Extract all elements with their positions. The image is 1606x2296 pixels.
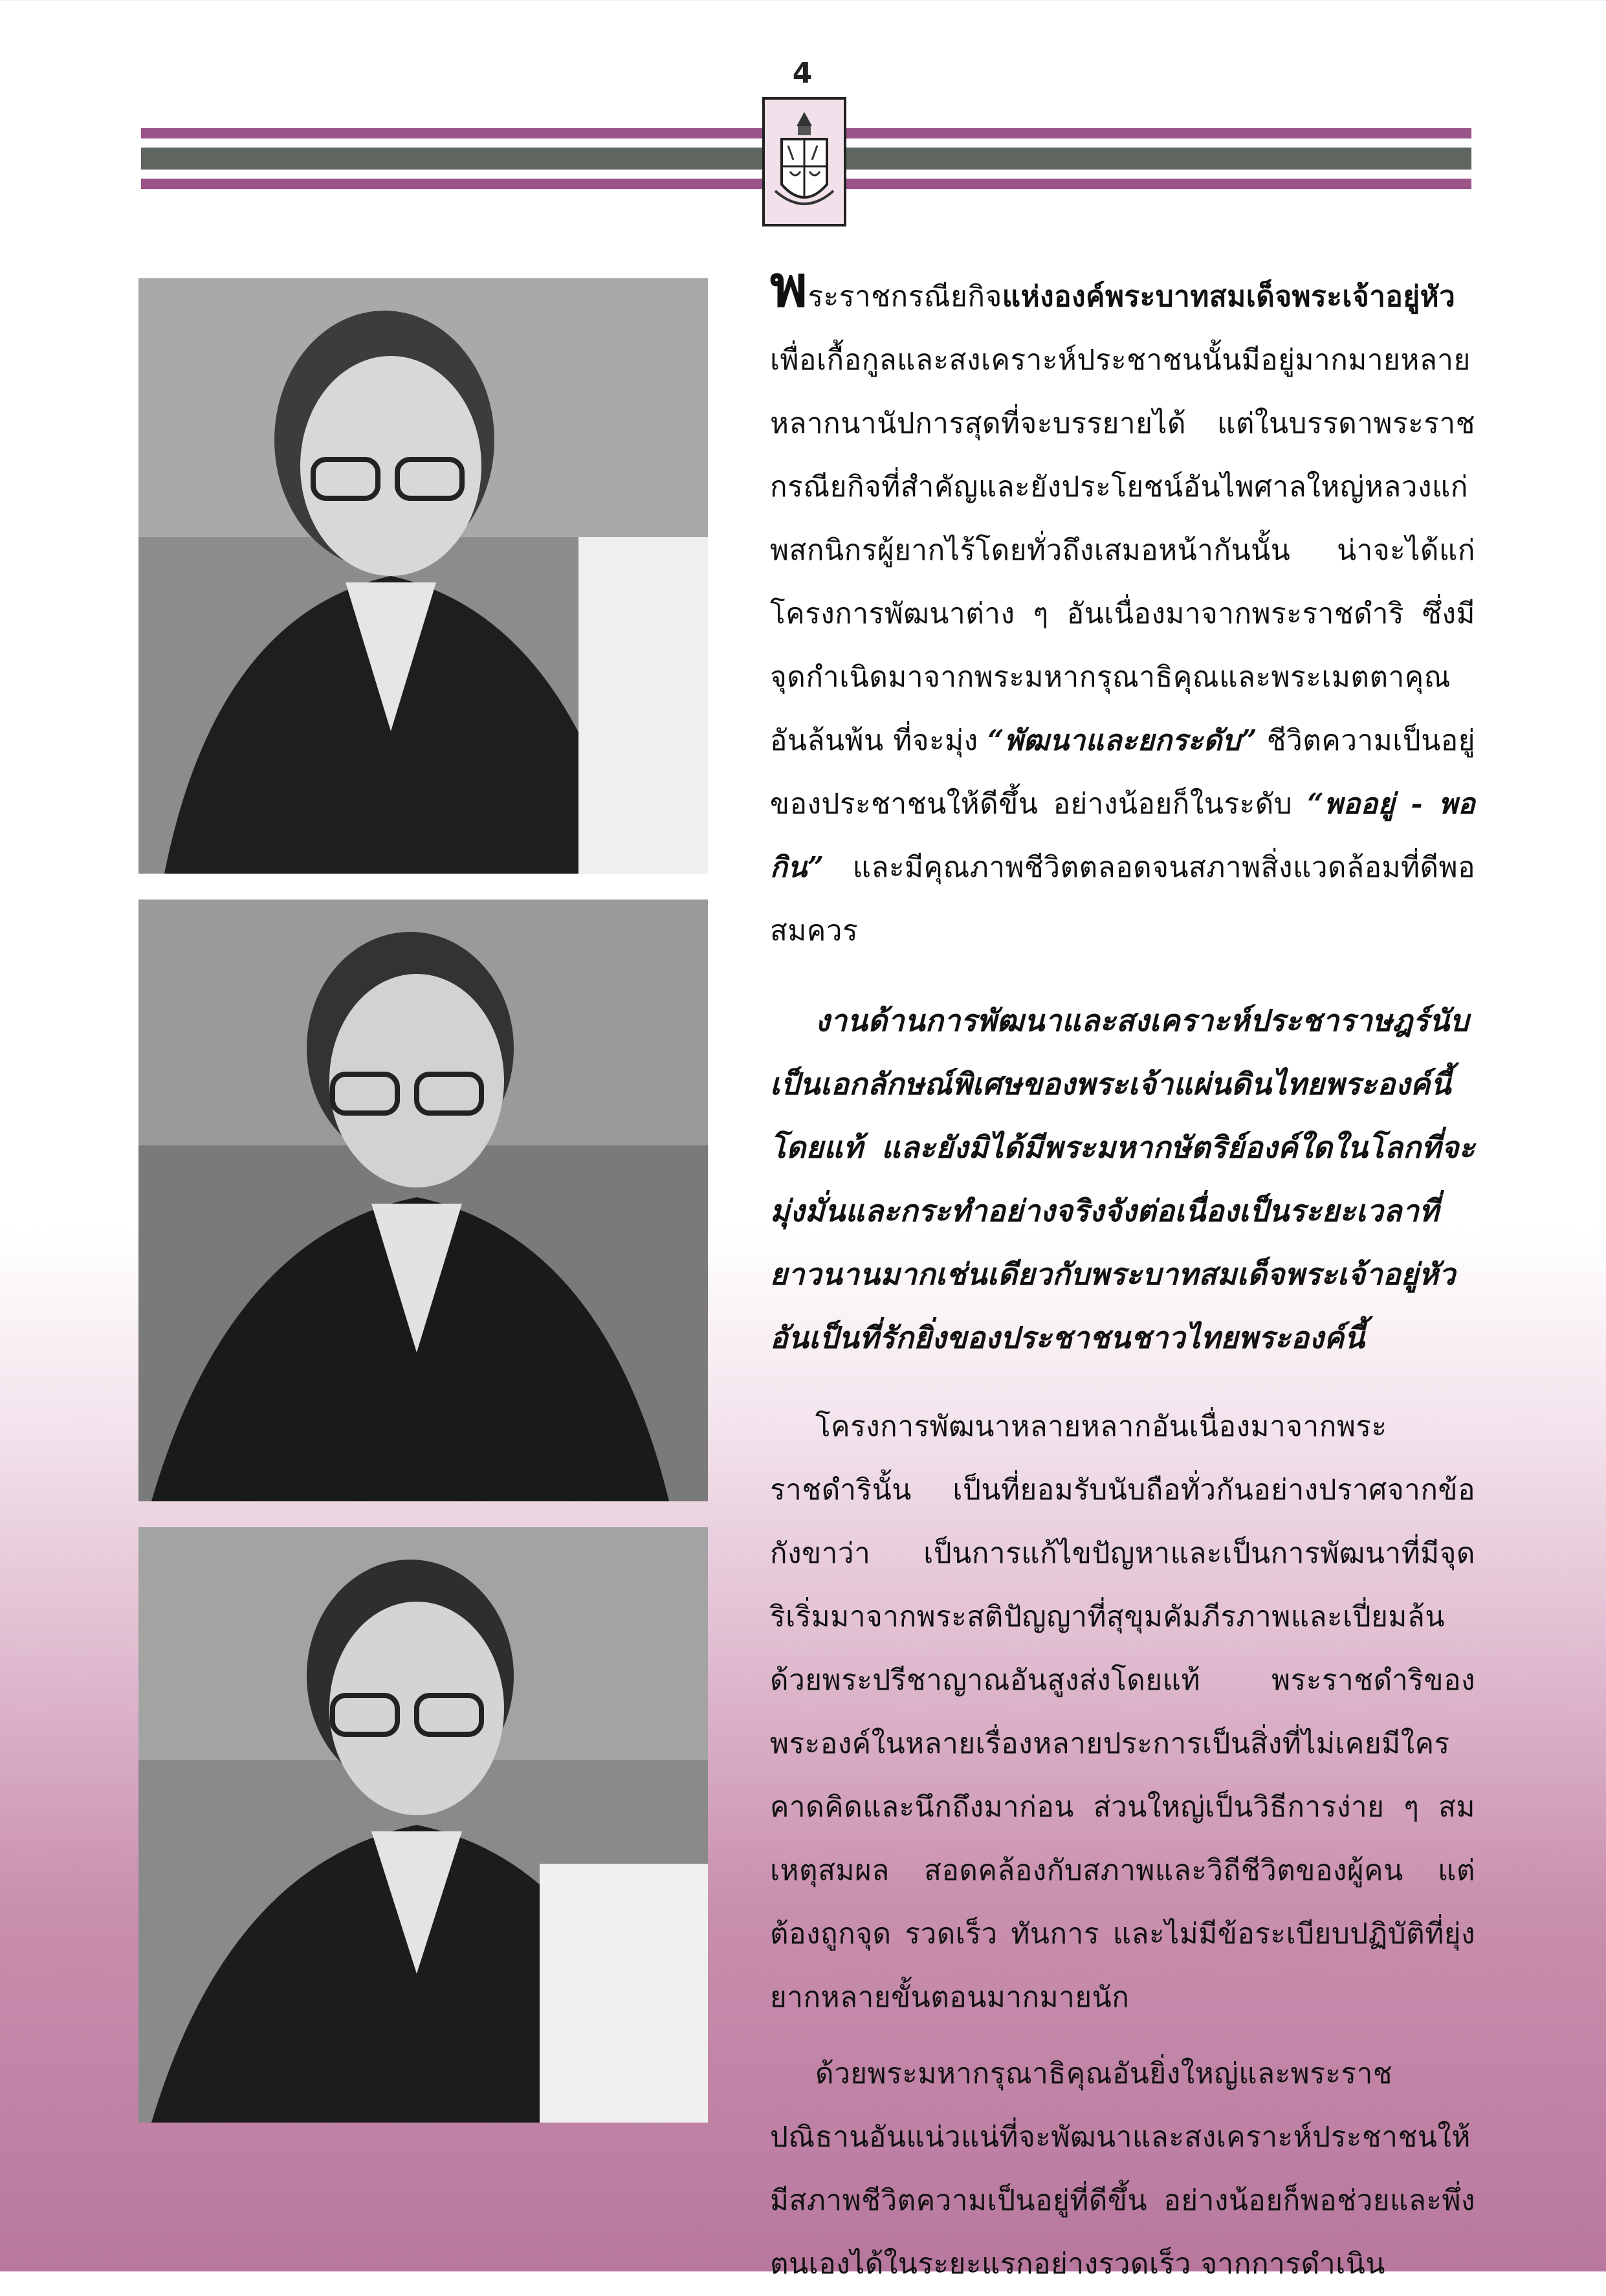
royal-crest-icon	[762, 97, 846, 226]
paragraph-4: ด้วยพระมหากรุณาธิคุณอันยิ่งใหญ่และพระราชปณิธานอันแน่วแน่ที่จะพัฒนาและสงเคราะห์ประชาชนให้มีสภาพชีวิตความเป็นอยู่ที่ดีขึ้น อย่างน้อยก็พอช่วยและพึ่งตนเองได้ในระยะแรกอย่างรวดเร็ว จากการดำเนิน	[770, 2057, 1475, 2280]
p1-quote-sufficiency: “พออยู่ - พอกิน”	[770, 788, 1475, 884]
photo-middle	[138, 900, 708, 1501]
photo-top	[138, 278, 708, 874]
p1-text-b: เพื่อเกื้อกูลและสงเคราะห์ประชาชนนั้นมีอยู่มากมายหลายหลากนานัปการสุดที่จะบรรยายได้ แต่ในบรรดาพระราชกรณียกิจที่สำคัญและยังประโยชน์อันไพศาลใหญ่หลวงแก่พสกนิกรผู้ยากไร้โดยทั่วถึงเสมอหน้ากันนั้น น่าจะได้แก่โครงการพัฒนาต่าง ๆ อันเนื่องมาจากพระราชดำริ ซึ่งมีจุดกำเนิดมาจากพระมหากรุณาธิคุณและพระเมตตาคุณอันล้นพ้น ที่จะมุ่ง	[770, 344, 1475, 757]
p1-bold-text: แห่งองค์พระบาทสมเด็จพระเจ้าอยู่หัว	[1002, 280, 1456, 313]
paragraph-1	[770, 252, 1475, 963]
p1-text-d: และมีคุณภาพชีวิตตลอดจนสภาพสิ่งแวดล้อมที่ดีพอสมควร	[770, 851, 1475, 947]
page-number: 4	[792, 57, 813, 90]
photo-bottom	[138, 1527, 708, 2123]
paragraph-3: โครงการพัฒนาหลายหลากอันเนื่องมาจากพระราชดำรินั้น เป็นที่ยอมรับนับถือทั่วกันอย่างปราศจากข้อกังขาว่า เป็นการแก้ไขปัญหาและเป็นการพัฒนาที่มีจุดริเริ่มมาจากพระสติปัญญาที่สุขุมคัมภีรภาพและเปี่ยมล้นด้วยพระปรีชาญาณอันสูงส่งโดยแท้ พระราชดำริของพระองค์ในหลายเรื่องหลายประการเป็นสิ่งที่ไม่เคยมีใครคาดคิดและนึกถึงมาก่อน ส่วนใหญ่เป็นวิธีการง่าย ๆ สมเหตุสมผล สอดคล้องกับสภาพและวิถีชีวิตของผู้คน แต่ต้องถูกจุด รวดเร็ว ทันการ และไม่มีข้อระเบียบปฏิบัติที่ยุ่งยากหลายขั้นตอนมากมายนัก	[770, 1410, 1475, 2014]
p1-text-c: ชีวิตความเป็นอยู่ของประชาชนให้ดีขึ้น อย่างน้อยก็ในระดับ	[770, 724, 1475, 821]
article-text	[770, 252, 1475, 2296]
p1-quote-develop: “พัฒนาและยกระดับ”	[987, 724, 1258, 757]
paragraph-2: งานด้านการพัฒนาและสงเคราะห์ประชาราษฎร์นับเป็นเอกลักษณ์พิเศษของพระเจ้าแผ่นดินไทยพระองค์นี้โดยแท้ และยังมิได้มีพระมหากษัตริย์องค์ใดในโลกที่จะมุ่งมั่นและกระทำอย่างจริงจังต่อเนื่องเป็นระยะเวลาที่ยาวนานมากเช่นเดียวกับพระบาทสมเด็จพระเจ้าอยู่หัว อันเป็นที่รักยิ่งของประชาชนชาวไทยพระองค์นี้	[770, 1003, 1475, 1355]
drop-cap: พ	[770, 252, 808, 320]
p1-text-a: ระราชกรณียกิจ	[808, 280, 1002, 313]
